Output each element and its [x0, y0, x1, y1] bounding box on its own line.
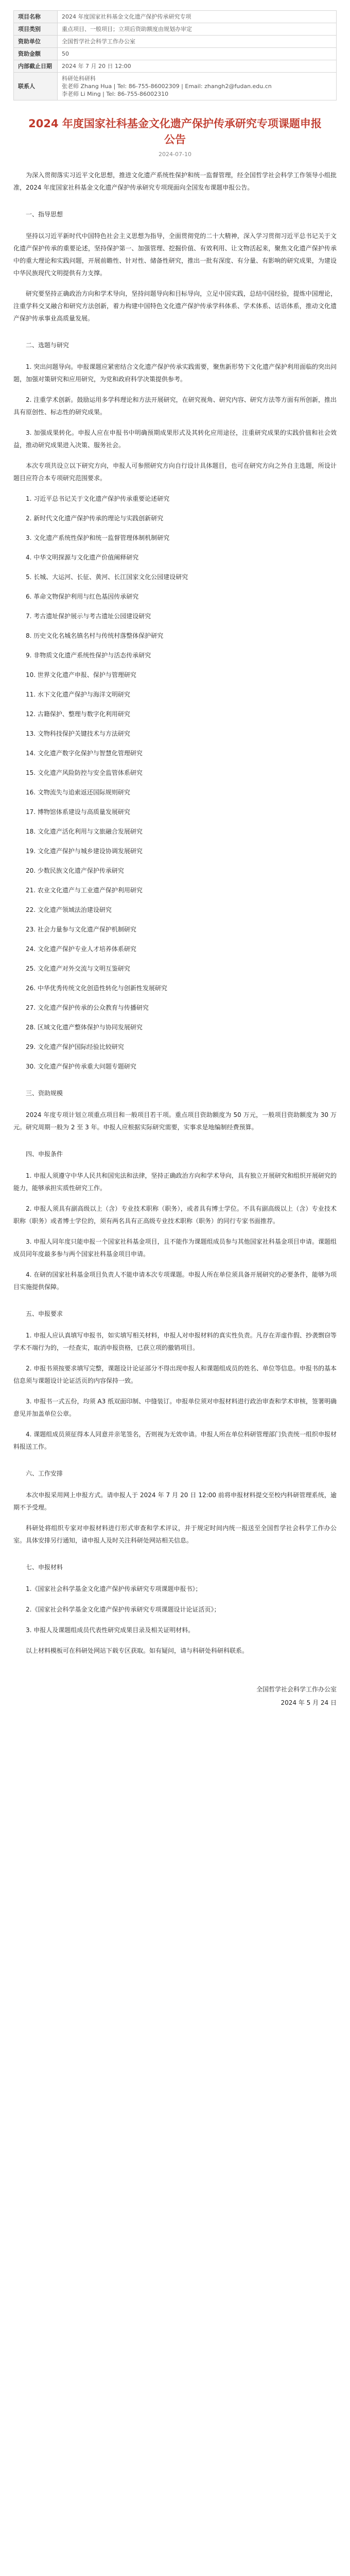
research-topic-item: 27. 文化遗产保护传承的公众教育与传播研究 [26, 1004, 149, 1011]
research-topic-item: 20. 少数民族文化遗产保护传承研究 [26, 867, 124, 874]
research-topic-item: 23. 社会力量参与文化遗产保护机制研究 [26, 926, 136, 933]
body-paragraph: 3. 申报人同年度只能申报一个国家社科基金项目，且不能作为课题组成员参与其他国家社科基金项目申请。课题组成员同年度最多参与两个国家社科基金项目申请。 [13, 1238, 337, 1258]
body-paragraph: 1. 突出问题导向。申报课题应紧密结合文化遗产保护传承实践需要，聚焦新形势下文化遗产保护利用面临的突出问题，加强对策研究和应用研究，为党和政府科学决策提供参考。 [13, 363, 337, 383]
project-info-row [14, 60, 337, 73]
research-topic-item: 17. 博物馆体系建设与高质量发展研究 [26, 808, 130, 816]
research-topic-item: 8. 历史文化名城名镇名村与传统村落整体保护研究 [26, 632, 164, 639]
research-topic-item: 3. 文化遗产系统性保护和统一监督管理体制机制研究 [26, 534, 170, 541]
body-paragraph: 坚持以习近平新时代中国特色社会主义思想为指导，全面贯彻党的二十大精神，深入学习贯彻习近平总书记关于文化遗产保护传承的重要论述，坚持保护第一、加强管理、挖掘价值、有效利用、让文物活起来，聚焦文化遗产保护传承中的重大理论和实践问题，开展前瞻性、针对性、储备性研究，推出一批有深度、有分量、有影响的研究成果，为建设中华民族现代文明提供有力支撑。 [13, 232, 337, 277]
body-paragraph: 3. 申报人及课题组成员代表性研究成果目录及相关证明材料。 [26, 1626, 195, 1634]
research-topic-item: 25. 文化遗产对外交流与文明互鉴研究 [26, 965, 130, 972]
research-topic-item: 30. 文化遗产保护传承重大问题专题研究 [26, 1063, 136, 1070]
research-topic-item: 28. 区域文化遗产整体保护与协同发展研究 [26, 1024, 143, 1031]
research-topic-item: 4. 中华文明探源与文化遗产价值阐释研究 [26, 554, 139, 561]
project-info-rows [14, 11, 337, 100]
research-topic-item: 6. 革命文物保护利用与红色基因传承研究 [26, 593, 139, 600]
research-topic-item: 5. 长城、大运河、长征、黄河、长江国家文化公园建设研究 [26, 573, 188, 581]
research-topic-item: 18. 文化遗产活化利用与文旅融合发展研究 [26, 828, 143, 835]
project-info-row [14, 36, 337, 48]
project-info-row [14, 11, 337, 23]
notice-body [13, 169, 337, 1657]
body-paragraph: 科研处将组织专家对申报材料进行形式审查和学术评议，并于规定时间内统一报送至全国哲学社会科学工作办公室。具体安排另行通知，请申报人及时关注科研处网站相关信息。 [13, 1524, 337, 1544]
body-paragraph: 4. 在研的国家社科基金项目负责人不能申请本次专项课题。申报人所在单位须具备开展研究的必要条件，能够为项目实施提供保障。 [13, 1271, 337, 1291]
section-heading: 一、指导思想 [26, 211, 63, 218]
body-paragraph: 研究要坚持正确政治方向和学术导向，坚持问题导向和目标导向，立足中国实践，总结中国经验，提炼中国理论，注重学科交叉融合和研究方法创新，着力构建中国特色文化遗产保护传承学科体系、学术体系、话语体系，推动文化遗产保护传承事业高质量发展。 [13, 290, 337, 322]
research-topic-item: 14. 文化遗产数字化保护与智慧化管理研究 [26, 750, 143, 757]
body-paragraph: 以上材料模板可在科研处网站下载专区获取。如有疑问，请与科研处科研科联系。 [26, 1647, 249, 1654]
research-topic-item: 11. 水下文化遗产保护与海洋文明研究 [26, 691, 130, 698]
body-paragraph: 1. 申报人应认真填写申报书，如实填写相关材料，申报人对申报材料的真实性负责。凡存在弄虚作假、抄袭剽窃等学术不端行为的，一经查实，取消申报资格，已获立项的撤销项目。 [13, 1332, 337, 1351]
publish-date: 2024-07-10 [159, 151, 191, 158]
body-paragraph: 2. 申报人须具有副高级以上（含）专业技术职称（职务），或者具有博士学位。不具有副高级以上（含）专业技术职称（职务）或者博士学位的，须有两名具有正高级专业技术职称（职务）的同行专家书面推荐。 [13, 1205, 337, 1225]
info-label: 内部截止日期 [14, 60, 58, 73]
body-paragraph: 4. 课题组成员须征得本人同意并亲笔签名，否则视为无效申请。申报人所在单位科研管理部门负责统一组织申报材料报送工作。 [13, 1431, 337, 1450]
research-topic-item: 15. 文化遗产风险防控与安全监管体系研究 [26, 769, 143, 776]
research-topic-item: 1. 习近平总书记关于文化遗产保护传承重要论述研究 [26, 495, 170, 502]
research-topic-item: 9. 非物质文化遗产系统性保护与活态传承研究 [26, 652, 151, 659]
section-heading: 七、申报材料 [26, 1564, 63, 1571]
body-paragraph: 本次专项共设立以下研究方向，申报人可参照研究方向自行设计具体题目，也可在研究方向之外自主选题，所设计题目应符合本专项研究范围要求。 [13, 462, 337, 482]
contact-info [58, 73, 337, 100]
research-topic-item: 29. 文化遗产保护国际经验比较研究 [26, 1043, 124, 1050]
section-heading: 三、资助规模 [26, 1090, 63, 1097]
research-topic-item: 10. 世界文化遗产申报、保护与管理研究 [26, 671, 136, 679]
body-paragraph: 为深入贯彻落实习近平文化思想，推进文化遗产系统性保护和统一监督管理，经全国哲学社会科学工作领导小组批准，2024 年度国家社科基金文化遗产保护传承研究专项现面向全国发布课题申报公告。 [13, 172, 337, 191]
section-heading: 四、申报条件 [26, 1150, 63, 1158]
research-topic-item: 26. 中华优秀传统文化创造性转化与创新性发展研究 [26, 985, 167, 992]
research-topic-item: 21. 农业文化遗产与工业遗产保护利用研究 [26, 887, 143, 894]
info-label: 资助金额 [14, 48, 58, 60]
info-label: 项目类别 [14, 23, 58, 36]
info-value: 2024 年 7 月 20 日 12:00 [58, 60, 337, 73]
body-paragraph: 2. 申报书须按要求填写完整，课题设计论证部分不得出现申报人和课题组成员的姓名、单位等信息。申报书的基本信息须与课题设计论证活页的内容保持一致。 [13, 1365, 337, 1384]
research-topic-item: 7. 考古遗址保护展示与考古遗址公园建设研究 [26, 613, 151, 620]
contact-line: 张老师 Zhang Hua | Tel: 86-755-86002309 | Email: zhangh2@fudan.edu.cn [62, 83, 272, 90]
research-topic-item: 12. 古籍保护、整理与数字化利用研究 [26, 710, 130, 718]
research-topic-item: 24. 文化遗产保护专业人才培养体系研究 [26, 945, 136, 953]
info-value: 2024 年度国家社科基金文化遗产保护传承研究专项 [58, 11, 337, 23]
body-paragraph: 本次申报采用网上申报方式。请申报人于 2024 年 7 月 20 日 12:00 前将申报材料提交至校内科研管理系统，逾期不予受理。 [13, 1492, 337, 1511]
research-topic-item: 19. 文化遗产保护与城乡建设协调发展研究 [26, 848, 143, 855]
research-topic-item: 2. 新时代文化遗产保护传承的理论与实践创新研究 [26, 515, 164, 522]
body-paragraph: 1.《国家社会科学基金文化遗产保护传承研究专项课题申报书》； [26, 1585, 202, 1592]
signature-org: 全国哲学社会科学工作办公室 [256, 1686, 337, 1693]
research-topic-item: 13. 文物科技保护关键技术与方法研究 [26, 730, 130, 737]
body-paragraph: 3. 申报书一式五份，均须 A3 纸双面印制、中缝装订。申报单位须对申报材料进行政治审查和学术审核，签署明确意见并加盖单位公章。 [13, 1398, 337, 1417]
section-heading: 二、选题与研究 [26, 342, 69, 349]
section-heading: 五、申报要求 [26, 1310, 63, 1317]
page-title: 2024 年度国家社科基金文化遗产保护传承研究专项课题申报公告 [28, 117, 322, 146]
body-paragraph: 3. 加强成果转化。申报人应在申报书中明确预期成果形式及其转化应用途径，注重研究成果的实践价值和社会效益，推动研究成果进入决策、服务社会。 [13, 429, 337, 449]
info-value: 50 [58, 48, 337, 60]
body-paragraph: 2.《国家社会科学基金文化遗产保护传承研究专项课题设计论证活页》； [26, 1606, 220, 1613]
body-paragraph: 1. 申报人须遵守中华人民共和国宪法和法律，坚持正确政治方向和学术导向，具有独立开展研究和组织开展研究的能力，能够承担实质性研究工作。 [13, 1172, 337, 1192]
signature-date: 2024 年 5 月 24 日 [281, 1699, 337, 1706]
contact-label: 联系人 [14, 73, 58, 100]
info-label: 项目名称 [14, 11, 58, 23]
contact-line: 科研处科研科 [62, 75, 96, 82]
body-paragraph: 2024 年度专项计划立项重点项目和一般项目若干项。重点项目资助额度为 50 万元，一般项目资助额度为 30 万元。研究周期一般为 2 至 3 年。申报人应根据实际研究需要，实事求是地编制经费预算。 [13, 1111, 337, 1131]
info-value: 重点项目、一般项目；立项后资助额度由规划办审定 [58, 23, 337, 36]
info-label: 资助单位 [14, 36, 58, 48]
project-info-row [14, 48, 337, 60]
project-info-table [13, 10, 337, 100]
contact-line: 李老师 Li Ming | Tel: 86-755-86002310 [62, 91, 169, 97]
info-value: 全国哲学社会科学工作办公室 [58, 36, 337, 48]
contact-row [14, 73, 337, 100]
research-topic-item: 16. 文物流失与追索返还国际规则研究 [26, 789, 130, 796]
body-paragraph: 2. 注重学术创新。鼓励运用多学科理论和方法开展研究，在研究视角、研究内容、研究方法等方面有所创新，推出具有原创性、标志性的研究成果。 [13, 396, 337, 416]
research-topic-item: 22. 文化遗产领域法治建设研究 [26, 906, 112, 913]
signature-block [13, 1683, 337, 1709]
project-info-row [14, 23, 337, 36]
section-heading: 六、工作安排 [26, 1470, 63, 1477]
